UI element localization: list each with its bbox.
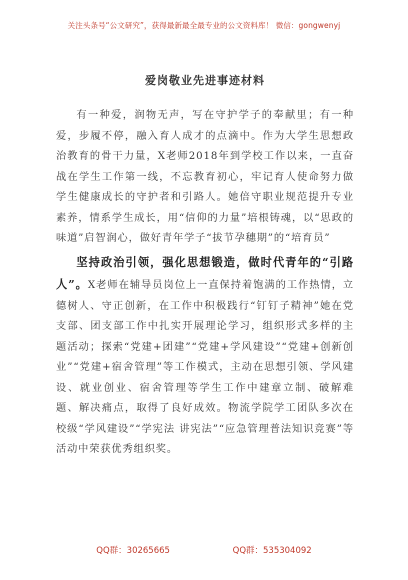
section-heading: 坚持政治引领，强化思想锻造，做时代青年的“引路人”。 — [56, 254, 354, 291]
footer-qq-group-1: QQ群：30265665 — [96, 546, 170, 556]
top-banner: 关注头条号“公文研究”，获得最新最全最专业的公文资料库！ 微信：gongwenyj — [67, 21, 341, 30]
paragraph-intro — [56, 104, 354, 250]
footer-qq-group-2: QQ群：535304092 — [232, 546, 312, 556]
footer — [0, 544, 408, 556]
paragraph-text: 有一种爱，润物无声，写在守护学子的奉献里；有一种爱，步履不停，融入育人成才的点滴中。作为大学生思想政治教育的骨干力量，X老师2018年到学校工作以来，一直奋战在学生工作第一线，不忘教育初心，牢记育人使命努力做学生健康成长的守护者和引路人。她倍守职业规范提升专业素养，情系学生成长，用“信仰的力量”培根铸魂，以“思政的味道”启智润心，做好青年学子“拔节孕穗期”的“培育员” — [56, 110, 354, 244]
document-body — [56, 54, 354, 461]
paragraph-text: X老师在辅导员岗位上一直保持着饱满的工作热情，立德树人、守正创新，在工作中积极践行“钉钉子精神”她在党支部、团支部工作中扎实开展理论学习，组织形式多样的主题活动；探索“党建+团建”“党建+学风建设”“党建+创新创业”“党建+宿舍管理”等工作模式，主动在思想引领、学风建设、就业创业、宿舍管理等学生工作中建章立制、破解难题、解决痛点，取得了良好成效。物流学院学工团队多次在校级“学风建设”“学宪法 讲宪法”“应急管理普法知识竞赛”等活动中荣获优秀组织奖。 — [56, 280, 354, 455]
paragraph-section-1 — [56, 252, 354, 461]
document-title: 爱岗敬业先进事迹材料 — [145, 74, 265, 87]
